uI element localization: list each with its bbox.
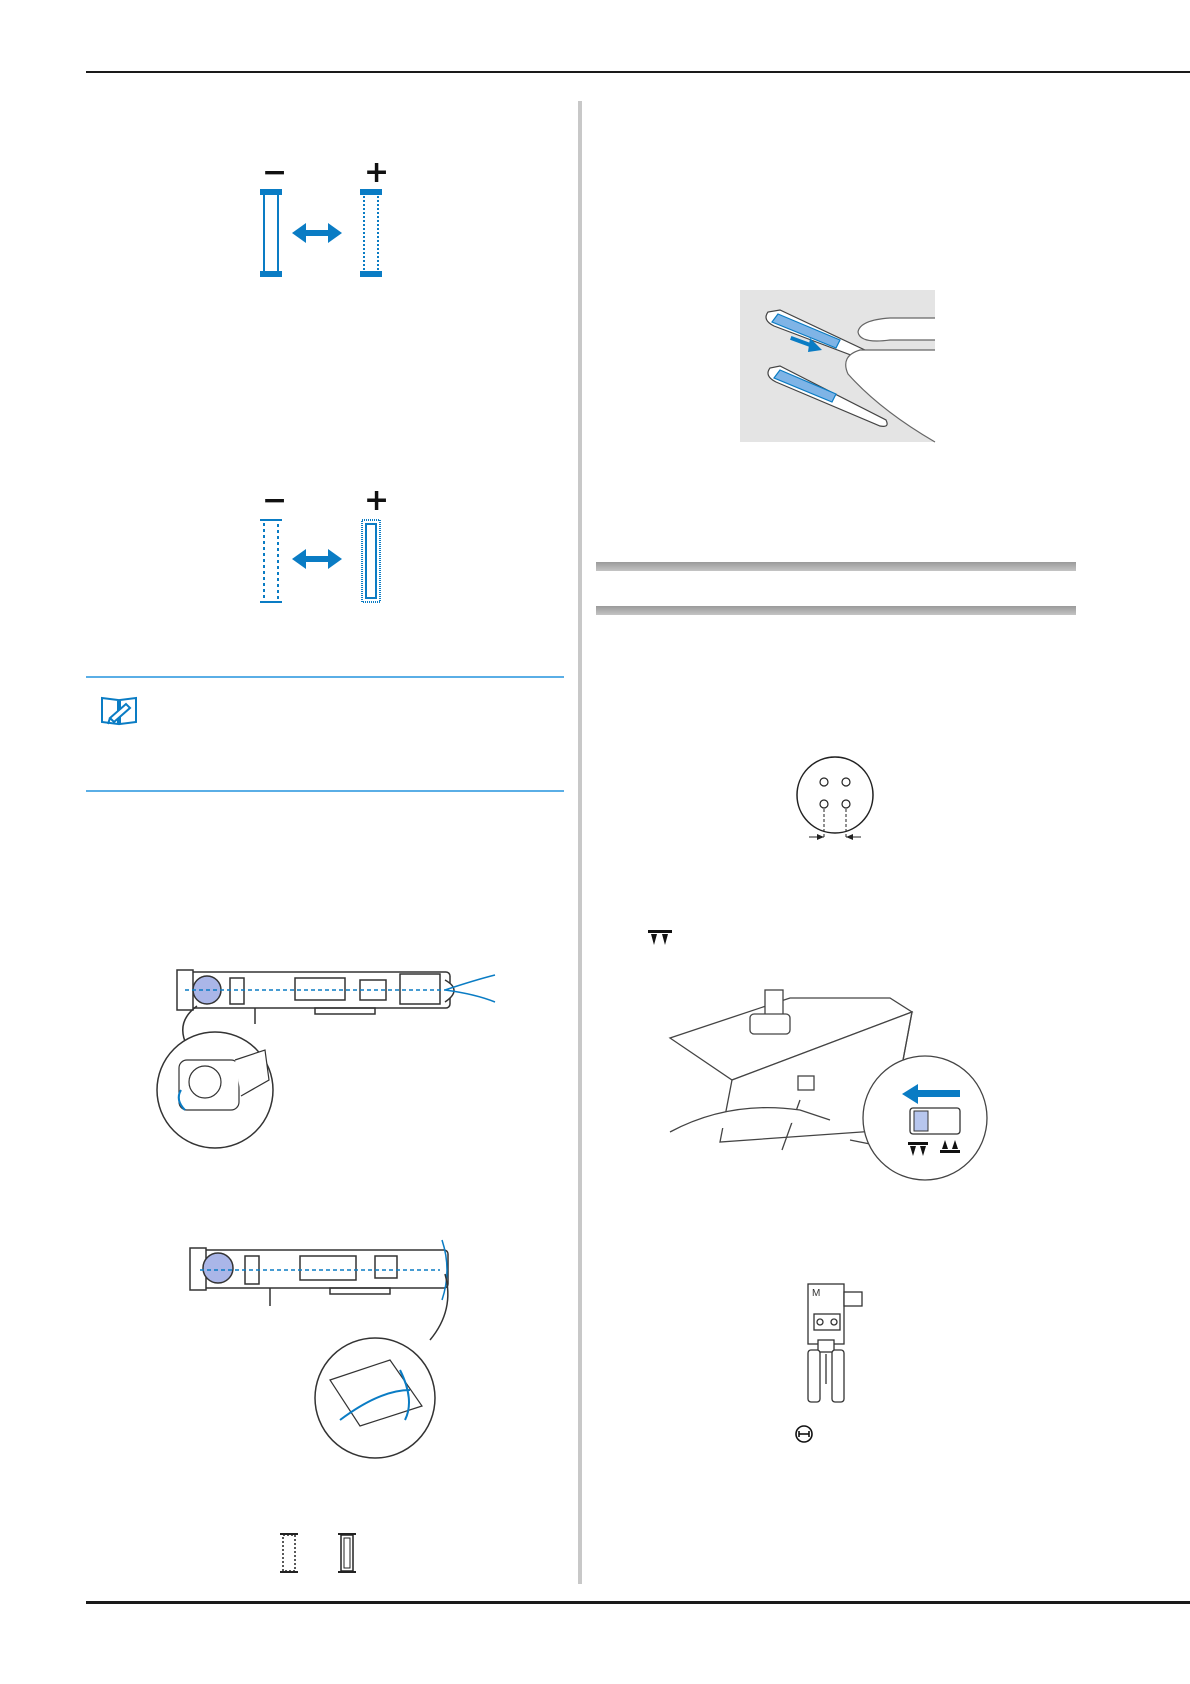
minus-sign: − [262,483,288,518]
buttonhole-density-figure [258,190,398,278]
drop-feed-lever-figure [670,990,1010,1190]
zoom-bubble [157,1006,273,1148]
buttonhole-foot-figure [145,950,505,1150]
plus-sign: + [364,155,390,190]
button-figure [795,755,875,849]
buttonhole-stitch-icon [280,1532,298,1574]
top-rule [86,71,1190,73]
minus-sign: − [262,155,288,190]
buttonhole-stitch-icon [338,1532,356,1574]
column-divider [578,101,582,1584]
buttonhole-sparse [260,520,282,602]
double-arrow-icon [292,223,342,243]
feed-dogs-lowered-icon [648,930,672,946]
foot-letter: M [812,1288,821,1299]
double-arrow-icon [292,549,342,569]
buttonhole-wide [361,190,381,276]
zero-stitch-length-icon [794,1424,814,1444]
buttonhole-foot-figure-threaded [190,1230,480,1460]
section-bar-top [596,562,1076,571]
note-bottom-rule [86,790,564,792]
note-top-rule [86,676,564,678]
section-bar-bottom [596,606,1076,615]
button-fitting-foot-figure [800,1284,870,1404]
buttonhole-narrow [261,190,281,276]
buttonhole-dense [362,520,380,602]
plus-sign: + [364,483,390,518]
cutting-buttonhole-figure [740,290,935,442]
zoom-bubble [315,1274,448,1458]
zoom-bubble [863,1056,987,1180]
buttonhole-length-figure [258,518,398,606]
memo-icon [100,694,138,728]
bottom-rule [86,1601,1190,1604]
